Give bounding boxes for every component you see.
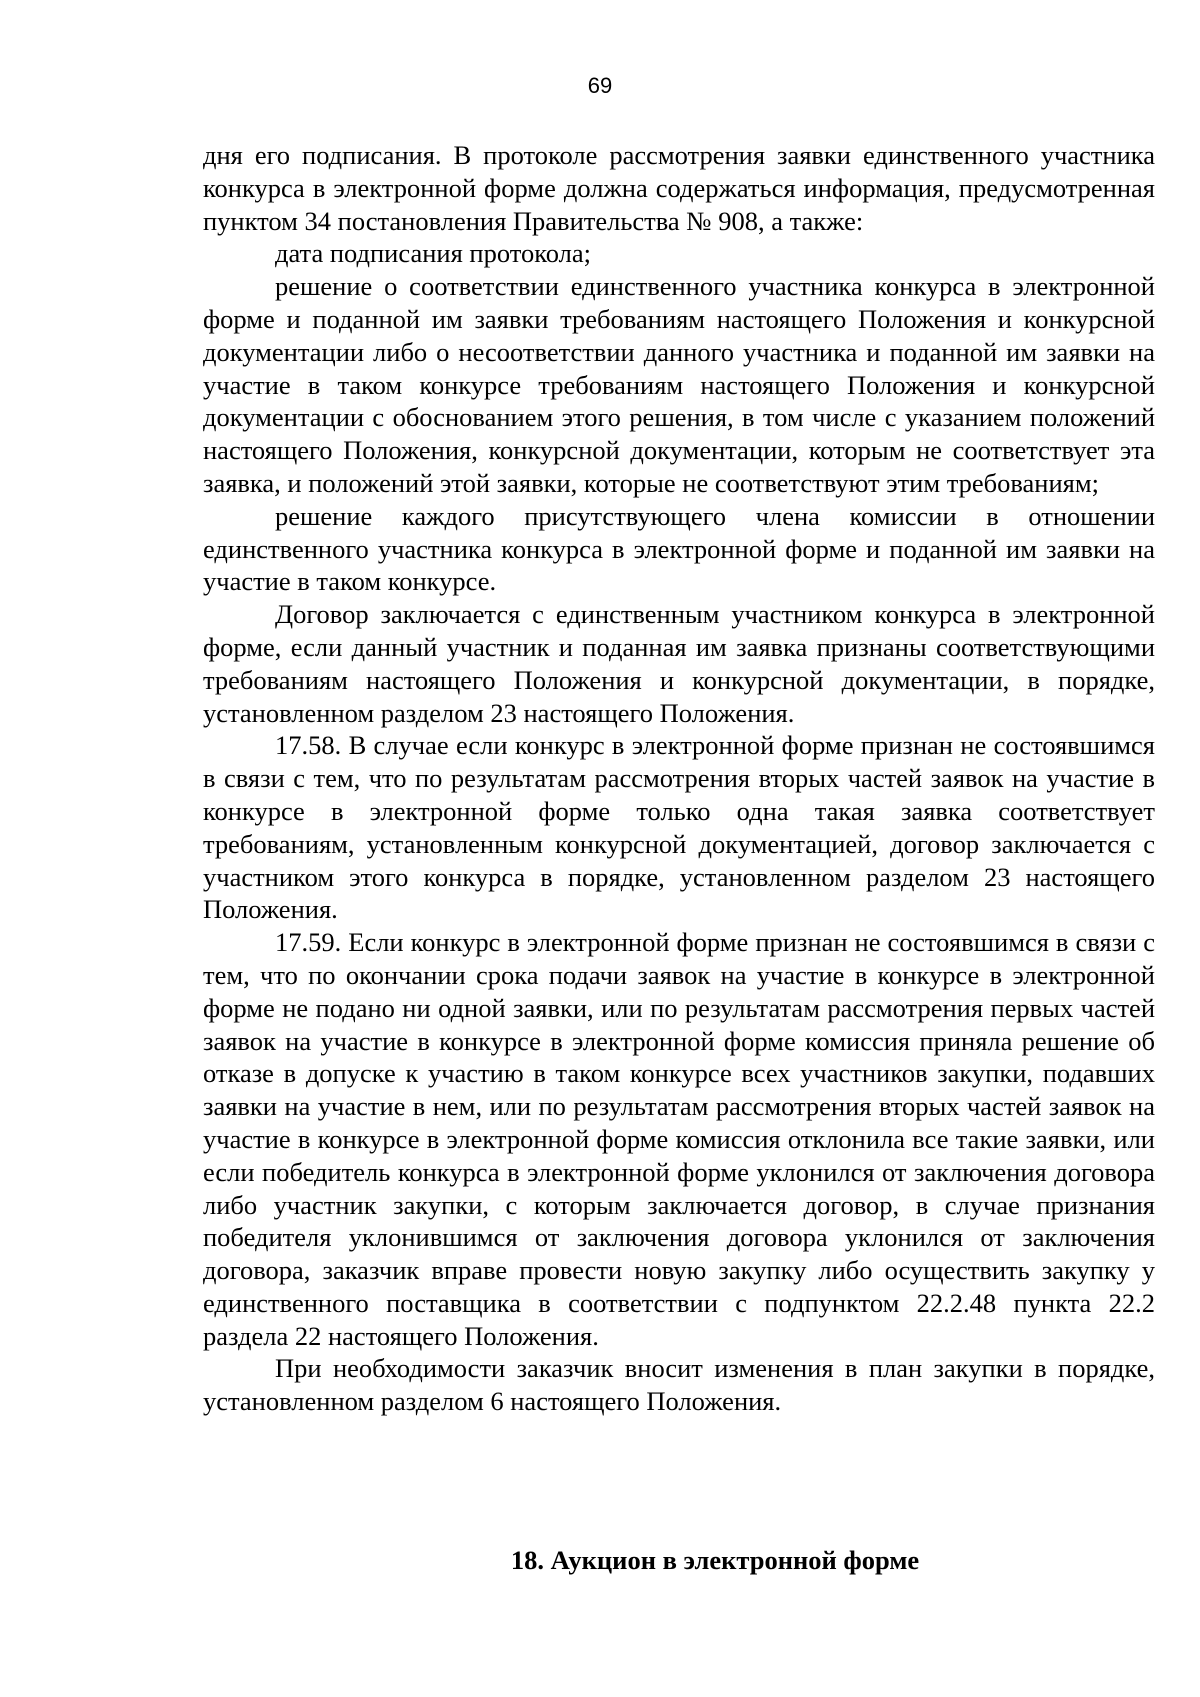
paragraph: решение о соответствии единственного участника конкурса в электронной форме и поданной им заявки требованиям настоящего Положения и конкурсной документации либо о несоответствии данного участника и поданной им заявки на участие в таком конкурсе требованиям настоящего Положения и конкурсной документации с обоснованием этого решения, в том числе с указанием положений настоящего Положения, конкурсной документации, которым не соответствует эта заявка, и положений этой заявки, которые не соответствуют этим требованиям; bbox=[203, 271, 1155, 498]
paragraph: Договор заключается с единственным участником конкурса в электронной форме, если данный участник и поданная им заявка признаны соответствующими требованиям настоящего Положения и конкурсной документации, в порядке, установленном разделом 23 настоящего Положения. bbox=[203, 599, 1155, 728]
document-body bbox=[203, 139, 1155, 1418]
paragraph: дата подписания протокола; bbox=[275, 238, 591, 269]
paragraph-continued: дня его подписания. В протоколе рассмотрения заявки единственного участника конкурса в электронной форме должна содержаться информация, предусмотренная пунктом 34 постановления Правительства № 908, а также: bbox=[203, 140, 1155, 236]
page-number: 69 bbox=[587, 73, 613, 98]
paragraph: При необходимости заказчик вносит изменения в план закупки в порядке, установленном разделом 6 настоящего Положения. bbox=[203, 1353, 1155, 1417]
paragraph-17-58: 17.58. В случае если конкурс в электронной форме признан не состоявшимся в связи с тем, что по результатам рассмотрения вторых частей заявок на участие в конкурсе в электронной форме только одна такая заявка соответствует требованиям, установленным конкурсной документацией, договор заключается с участником этого конкурса в порядке, установленном разделом 23 настоящего Положения. bbox=[203, 730, 1155, 925]
paragraph-17-59: 17.59. Если конкурс в электронной форме признан не состоявшимся в связи с тем, что по окончании срока подачи заявок на участие в конкурсе в электронной форме не подано ни одной заявки, или по результатам рассмотрения первых частей заявок на участие в конкурсе в электронной форме комиссия приняла решение об отказе в допуске к участию в таком конкурсе всех участников закупки, подавших заявки на участие в нем, или по результатам рассмотрения вторых частей заявок на участие в конкурсе в электронной форме комиссия отклонила все такие заявки, или если победитель конкурса в электронной форме уклонился от заключения договора либо участник закупки, с которым заключается договор, в случае признания победителя уклонившимся от заключения договора уклонился от заключения договора, заказчик вправе провести новую закупку либо осуществить закупку у единственного поставщика в соответствии с подпунктом 22.2.48 пункта 22.2 раздела 22 настоящего Положения. bbox=[203, 927, 1155, 1351]
paragraph: решение каждого присутствующего члена комиссии в отношении единственного участника конкурса в электронной форме и поданной им заявки на участие в таком конкурсе. bbox=[203, 500, 1155, 597]
section-heading: 18. Аукцион в электронной форме bbox=[510, 1545, 920, 1575]
